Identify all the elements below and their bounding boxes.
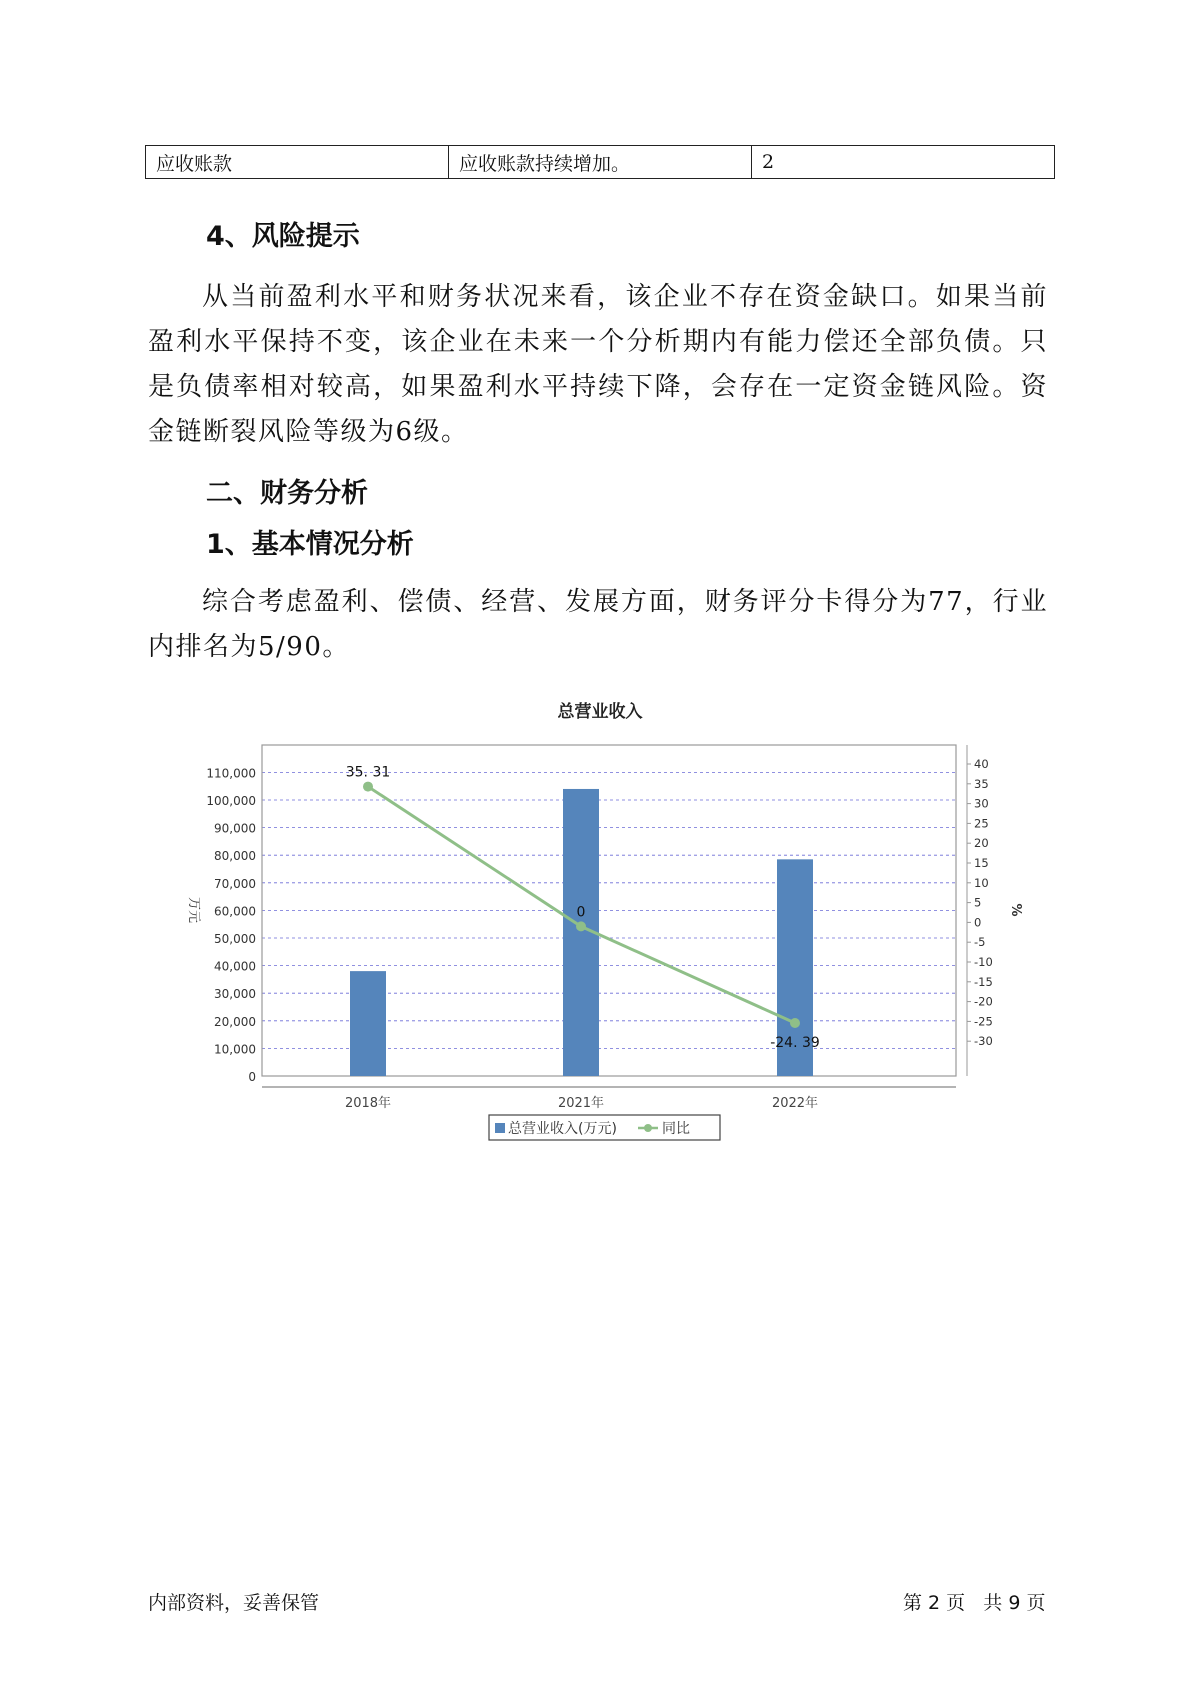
x-tick-label: 2022年 <box>771 1096 819 1111</box>
legend-bar-label: 总营业收入(万元) <box>508 1121 617 1137</box>
y-tick-label: 80,000 <box>214 849 256 864</box>
legend-bar-swatch <box>495 1123 505 1133</box>
y2-tick-label: -30 <box>974 1034 993 1049</box>
y2-tick-label: 30 <box>974 796 989 811</box>
basic-analysis-paragraph: 综合考虑盈利、偿债、经营、发展方面，财务评分卡得分为77，行业内排名为5/90。 <box>148 587 1048 662</box>
y2-tick-label: 10 <box>974 875 989 890</box>
yoy-point-0 <box>363 782 373 792</box>
y-tick-label: 50,000 <box>214 932 256 946</box>
risk-heading: 4、风险提示 <box>206 221 360 252</box>
y-tick-label: 110,000 <box>206 766 256 781</box>
y-tick-label: 60,000 <box>214 904 256 919</box>
y-tick-label: 90,000 <box>214 821 256 836</box>
table-cell-score: 2 <box>752 146 1055 179</box>
yoy-data-label: 0 <box>576 904 586 921</box>
risk-paragraph: 从当前盈利水平和财务状况来看，该企业不存在资金缺口。如果当前盈利水平保持不变，该企业在未来一个分析期内有能力偿还全部负债。只是负债率相对较高，如果盈利水平持续下降，会存在一定资金链风险。资金链断裂风险等级为6级。 <box>148 282 1048 447</box>
table-row <box>146 146 1055 179</box>
y2-tick-label: 0 <box>974 915 982 930</box>
y2-tick-label: -25 <box>974 1014 993 1029</box>
y-tick-label: 100,000 <box>206 794 256 808</box>
table-cell-item: 应收账款 <box>146 146 449 179</box>
y2-tick-label: -20 <box>974 994 993 1009</box>
left-axis-ticks <box>206 766 256 1084</box>
legend-line-marker <box>644 1124 652 1132</box>
y2-tick-label: 5 <box>974 895 982 910</box>
right-axis-label: % <box>1008 903 1023 917</box>
y2-tick-label: 40 <box>974 757 989 771</box>
y2-tick-label: 35 <box>974 776 989 791</box>
y-tick-label: 10,000 <box>214 1042 256 1057</box>
y2-tick-label: 20 <box>974 836 989 851</box>
y-tick-label: 40,000 <box>214 959 256 974</box>
legend-line-label: 同比 <box>662 1121 690 1137</box>
y-tick-label: 70,000 <box>214 876 256 891</box>
revenue-chart <box>150 690 1030 1160</box>
y-tick-label: 0 <box>248 1070 256 1084</box>
y2-tick-label: -5 <box>974 935 986 950</box>
finance-heading: 二、财务分析 <box>206 478 368 509</box>
basic-analysis-heading: 1、基本情况分析 <box>206 529 414 560</box>
table-cell-description: 应收账款持续增加。 <box>449 146 752 179</box>
yoy-data-label: -24. 39 <box>770 1034 820 1051</box>
y-tick-label: 20,000 <box>214 1014 256 1029</box>
footer-confidential: 内部资料，妥善保管 <box>148 1592 320 1614</box>
x-tick-label: 2021年 <box>557 1096 605 1111</box>
left-axis-label: 万元 <box>186 896 201 924</box>
y2-tick-label: 15 <box>974 856 989 870</box>
y-tick-label: 30,000 <box>214 987 256 1002</box>
chart-legend <box>489 1115 720 1140</box>
bar-0 <box>350 971 386 1076</box>
right-axis-ticks <box>967 757 993 1048</box>
y2-tick-label: -10 <box>974 955 993 969</box>
chart-title: 总营业收入 <box>557 702 643 722</box>
yoy-data-label: 35. 31 <box>345 764 391 781</box>
x-axis-labels <box>345 1095 818 1111</box>
yoy-point-1 <box>576 921 586 931</box>
x-tick-label: 2018年 <box>344 1096 392 1111</box>
footer-page-number: 第 2 页 共 9 页 <box>903 1592 1046 1614</box>
y2-tick-label: -15 <box>974 974 993 989</box>
indicator-table <box>145 145 1055 179</box>
revenue-bars <box>350 789 813 1076</box>
yoy-point-2 <box>790 1018 800 1028</box>
y2-tick-label: 25 <box>974 816 989 831</box>
